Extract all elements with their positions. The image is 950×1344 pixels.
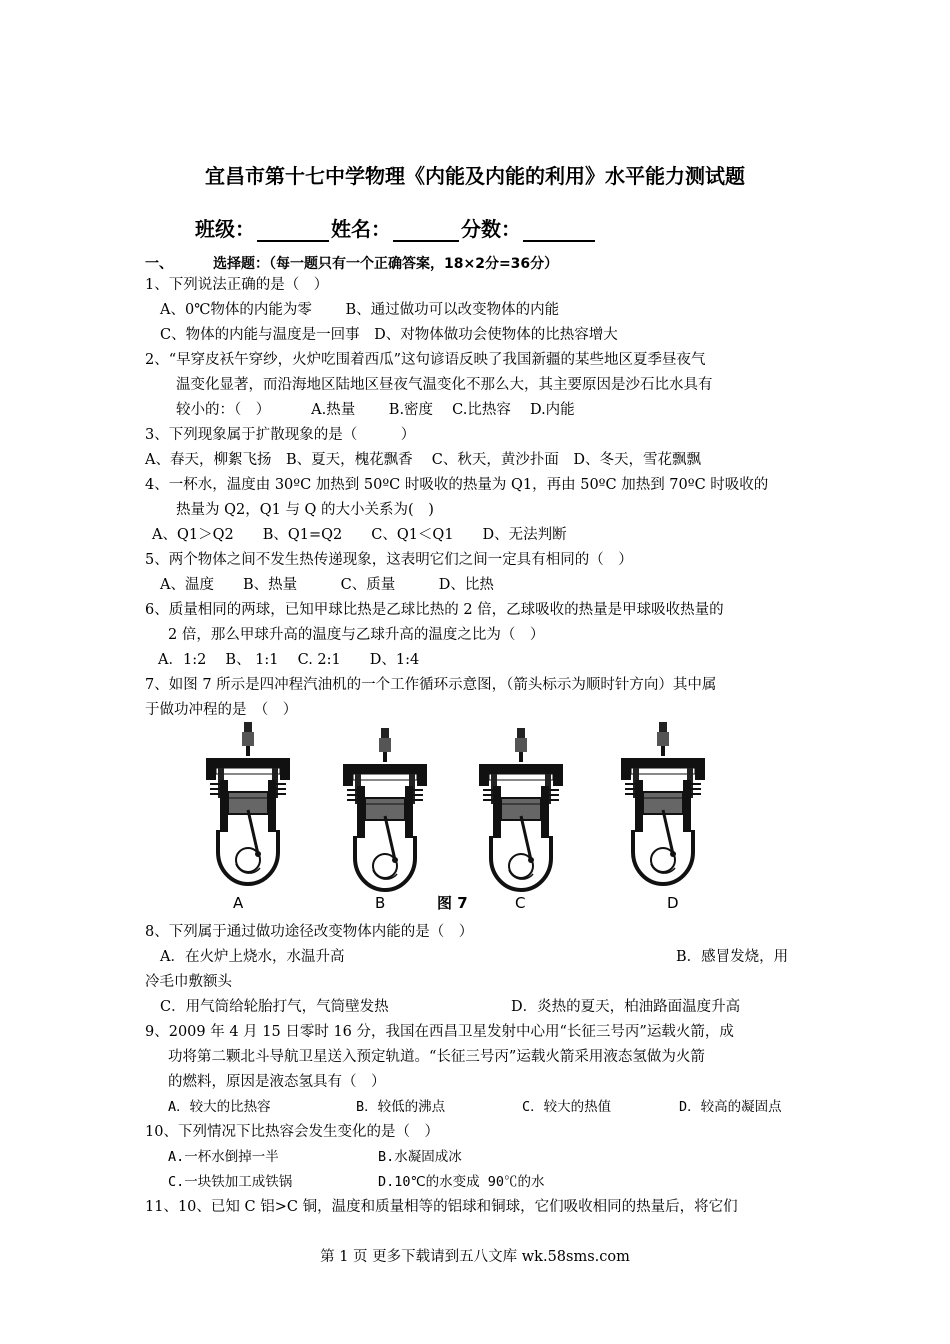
page-title: 宜昌市第十七中学物理《内能及内能的利用》水平能力测试题: [205, 164, 745, 188]
engine-diagram-d: [621, 722, 705, 884]
q6-stem-1: 6、质量相同的两球，已知甲球比热是乙球比热的 2 倍，乙球吸收的热量是甲球吸收热量的: [145, 602, 724, 618]
q11-stem: 11、10、已知 C 铝>C 铜，温度和质量相等的铝球和铜球，它们吸收相同的热量后，将它们: [145, 1199, 738, 1215]
q5-stem: 5、两个物体之间不发生热传递现象，这表明它们之间一定具有相同的（ ）: [145, 552, 633, 568]
q8-option-b-cont: 冷毛巾敷额头: [145, 974, 232, 990]
q9-stem-3: 的燃料，原因是液态氢具有（ ）: [168, 1074, 386, 1090]
q10-option-b: B.水凝固成冰: [378, 1149, 462, 1165]
q3-options: A、春天，柳絮飞扬 B、夏天，槐花飘香 C、秋天，黄沙扑面 D、冬天，雪花飘飘: [145, 452, 701, 468]
q1-options-cd: C、物体的内能与温度是一回事 D、对物体做功会使物体的比热容增大: [160, 327, 618, 343]
q10-option-d: D.10℃的水变成 90℃的水: [378, 1174, 545, 1190]
q7-stem-2: 于做功冲程的是 （ ）: [145, 702, 298, 718]
q4-options: A、Q1＞Q2 B、Q1=Q2 C、Q1＜Q1 D、无法判断: [152, 527, 567, 543]
q8-stem: 8、下列属于通过做功途径改变物体内能的是（ ）: [145, 924, 474, 940]
q2-stem-2: 温变化显著，而沿海地区陆地区昼夜气温变化不那么大，其主要原因是沙石比水具有: [176, 377, 713, 393]
q4-stem-2: 热量为 Q2，Q1 与 Q 的大小关系为( ): [176, 502, 434, 518]
q10-option-c: C.一块铁加工成铁锅: [168, 1174, 293, 1190]
q1-options-ab: A、0℃物体的内能为零 B、通过做功可以改变物体的内能: [160, 302, 560, 318]
q6-stem-2: 2 倍，那么甲球升高的温度与乙球升高的温度之比为（ ）: [168, 627, 545, 643]
engine-diagram-c: [479, 728, 563, 890]
page-footer: 第 1 页 更多下载请到五八文库 wk.58sms.com: [320, 1249, 630, 1265]
figure-label-d: D: [667, 894, 679, 912]
q8-option-a: A．在火炉上烧水，水温升高: [160, 949, 345, 965]
q9-option-c: C．较大的热值: [522, 1099, 612, 1115]
q6-options: A．1:2 B、 1:1 C. 2:1 D、1:4: [158, 652, 420, 668]
q2-stem-1: 2、“早穿皮袄午穿纱，火炉吃围着西瓜”这句谚语反映了我国新疆的某些地区夏季昼夜气: [145, 352, 706, 368]
q8-option-b: B．感冒发烧，用: [676, 949, 789, 965]
name-label: 姓名：: [331, 217, 391, 241]
q9-option-d: D．较高的凝固点: [679, 1099, 782, 1115]
student-info-line: [195, 213, 597, 242]
figure-caption: 图 7: [437, 894, 468, 912]
q9-stem-2: 功将第二颗北斗导航卫星送入预定轨道。“长征三号丙”运载火箭采用液态氢做为火箭: [168, 1049, 705, 1065]
score-blank[interactable]: [523, 220, 595, 242]
q8-option-c: C．用气筒给轮胎打气，气筒壁发热: [160, 999, 389, 1015]
engine-diagram-b: [343, 728, 427, 890]
figure-label-c: C: [515, 894, 526, 912]
q9-option-a: A．较大的比热容: [168, 1099, 271, 1115]
score-label: 分数：: [461, 217, 521, 241]
q4-stem-1: 4、一杯水，温度由 30ºC 加热到 50ºC 时吸收的热量为 Q1，再由 50ºC 加热到 70ºC 时吸收的: [145, 477, 769, 493]
q10-option-a: A.一杯水倒掉一半: [168, 1149, 279, 1165]
q8-option-d: D．炎热的夏天，柏油路面温度升高: [511, 999, 741, 1015]
q2-options: 较小的：（ ） A.热量 B.密度 C.比热容 D.内能: [176, 402, 575, 418]
engine-diagram-a: [206, 722, 290, 884]
q10-stem: 10、下列情况下比热容会发生变化的是（ ）: [145, 1124, 439, 1140]
q9-stem-1: 9、2009 年 4 月 15 日零时 16 分，我国在西昌卫星发射中心用“长征三号丙”运载火箭，成: [145, 1024, 734, 1040]
section-text: 选择题：（每一题只有一个正确答案，18×2分=36分）: [213, 256, 559, 272]
figure-label-a: A: [233, 894, 244, 912]
q3-stem: 3、下列现象属于扩散现象的是（ ）: [145, 427, 416, 443]
q1-stem: 1、下列说法正确的是（ ）: [145, 277, 329, 293]
class-label: 班级：: [195, 217, 255, 241]
section-heading: [145, 253, 558, 273]
name-blank[interactable]: [393, 220, 459, 242]
q9-option-b: B．较低的沸点: [356, 1099, 446, 1115]
class-blank[interactable]: [257, 220, 329, 242]
q5-options: A、温度 B、热量 C、质量 D、比热: [160, 577, 494, 593]
q7-stem-1: 7、如图 7 所示是四冲程汽油机的一个工作循环示意图，（箭头标示为顺时针方向）其中属: [145, 677, 717, 693]
engine-cycle-figure: [195, 722, 735, 917]
section-number: 一、: [145, 256, 173, 272]
figure-label-b: B: [375, 894, 386, 912]
